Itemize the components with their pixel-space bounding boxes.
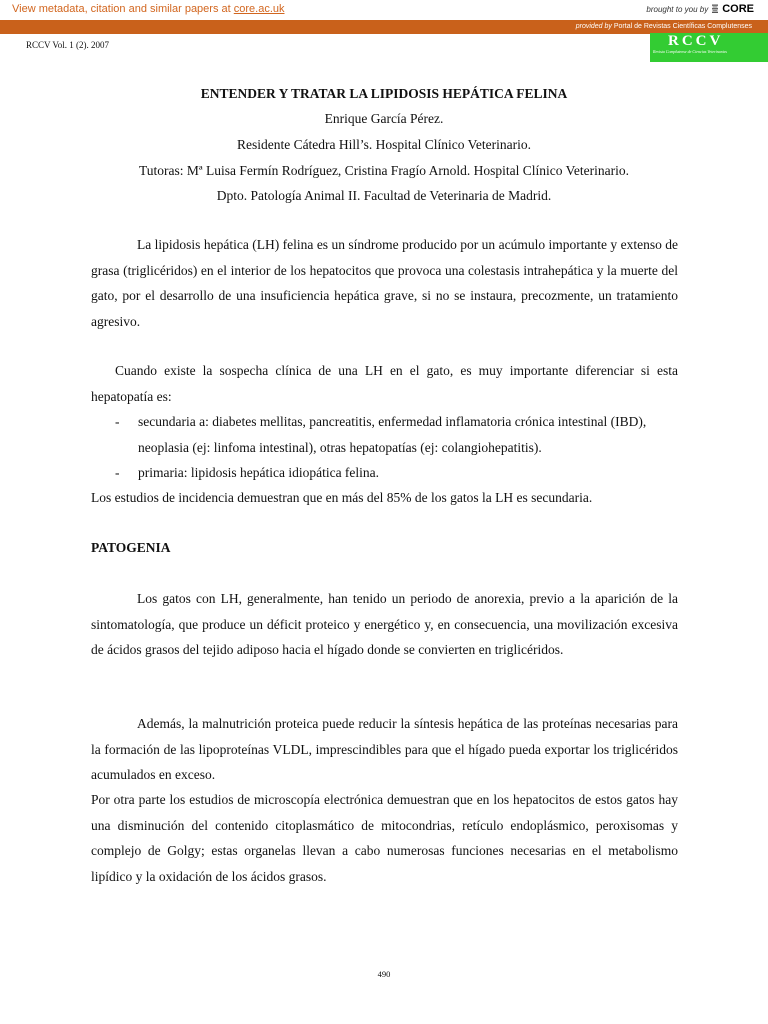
list-item-text: secundaria a: diabetes mellitas, pancreatitis, enfermedad inflamatoria crónica intestinal (IBD), neoplasia (ej: linfoma intestinal), otras hepatopatías (ej: colangiohepatitis). [138, 414, 647, 455]
core-banner [0, 0, 768, 21]
rccv-logo-text: RCCV [668, 33, 724, 49]
article-affiliation-1: Residente Cátedra Hill’s. Hospital Clínico Veterinario. [236, 137, 532, 152]
rccv-logo [650, 33, 768, 62]
article-author: Enrique García Pérez. [324, 111, 444, 126]
provider-name[interactable]: Portal de Revistas Científicas Complutenses [613, 23, 752, 30]
journal-volume: RCCV Vol. 1 (2). 2007 [26, 40, 110, 50]
core-link-prefix[interactable]: View metadata, citation and similar papers at [12, 3, 234, 15]
section-heading-patogenia: PATOGENIA [91, 540, 171, 555]
patogenia-paragraph-3: Por otra parte los estudios de microscopía electrónica demuestran que en los hepatocitos de estos gatos hay una disminución del contenido citoplasmático de mitocondrias, retículo endoplásmico, peroxisomas y complejo de Golgy; estas organelas llevan a cabo numerosas funciones necesarias en el metabolismo lipídico y la oxidación de los ácidos grasos. [91, 792, 678, 884]
core-logo-text: CORE [722, 3, 754, 15]
article-affiliation-2: Tutoras: Mª Luisa Fermín Rodríguez, Cristina Fragío Arnold. Hospital Clínico Veterinario. [138, 163, 630, 178]
provided-by-text[interactable] [576, 23, 752, 30]
core-metadata-link[interactable] [12, 3, 285, 15]
provided-by-label: provided by [575, 23, 612, 30]
incidence-paragraph: Los estudios de incidencia demuestran que en más del 85% de los gatos la LH es secundaria. [91, 490, 593, 505]
patogenia-paragraph-2: Además, la malnutrición proteica puede reducir la síntesis hepática de las proteínas necesarias para la formación de las lipoproteínas VLDL, imprescindibles para que el hígado pueda exportar los triglicéridos acumulados en exceso. [91, 716, 678, 782]
article-title: ENTENDER Y TRATAR LA LIPIDOSIS HEPÁTICA FELINA [200, 86, 568, 101]
core-logo-icon [711, 4, 719, 15]
list-dash: - [115, 465, 120, 480]
brought-to-you-text: brought to you by [646, 4, 709, 14]
article-affiliation-3: Dpto. Patología Animal II. Facultad de Veterinaria de Madrid. [216, 188, 552, 203]
list-dash: - [115, 414, 120, 429]
core-brand[interactable] [646, 3, 754, 15]
intro-paragraph: La lipidosis hepática (LH) felina es un síndrome producido por un acúmulo importante y extenso de grasa (triglicéridos) en el interior de los hepatocitos que provoca una colestasis intrahepática y la muerte del gato, por el desarrollo de una insuficiencia hepática grave, si no se instaura, precozmente, un tratamiento agresivo. [91, 237, 678, 329]
rccv-logo-subtitle: Revista Complutense de Ciencias Veterinarias [653, 49, 727, 54]
patogenia-paragraph-1: Los gatos con LH, generalmente, han tenido un periodo de anorexia, previo a la aparición de la sintomatología, que produce un déficit proteico y energético y, en consecuencia, una movilización excesiva de ácidos grasos del tejido adiposo hacia el hígado donde se convierten en triglicéridos. [91, 591, 678, 657]
list-item-text: primaria: lipidosis hepática idiopática felina. [138, 465, 380, 480]
core-link[interactable]: core.ac.uk [233, 3, 285, 15]
list-item [91, 460, 678, 486]
page-number: 490 [377, 969, 391, 979]
provided-by-bar [0, 20, 768, 34]
list-item [91, 409, 678, 461]
suspicion-paragraph: Cuando existe la sospecha clínica de una LH en el gato, es muy importante diferenciar si esta hepatopatía es: [91, 363, 678, 404]
